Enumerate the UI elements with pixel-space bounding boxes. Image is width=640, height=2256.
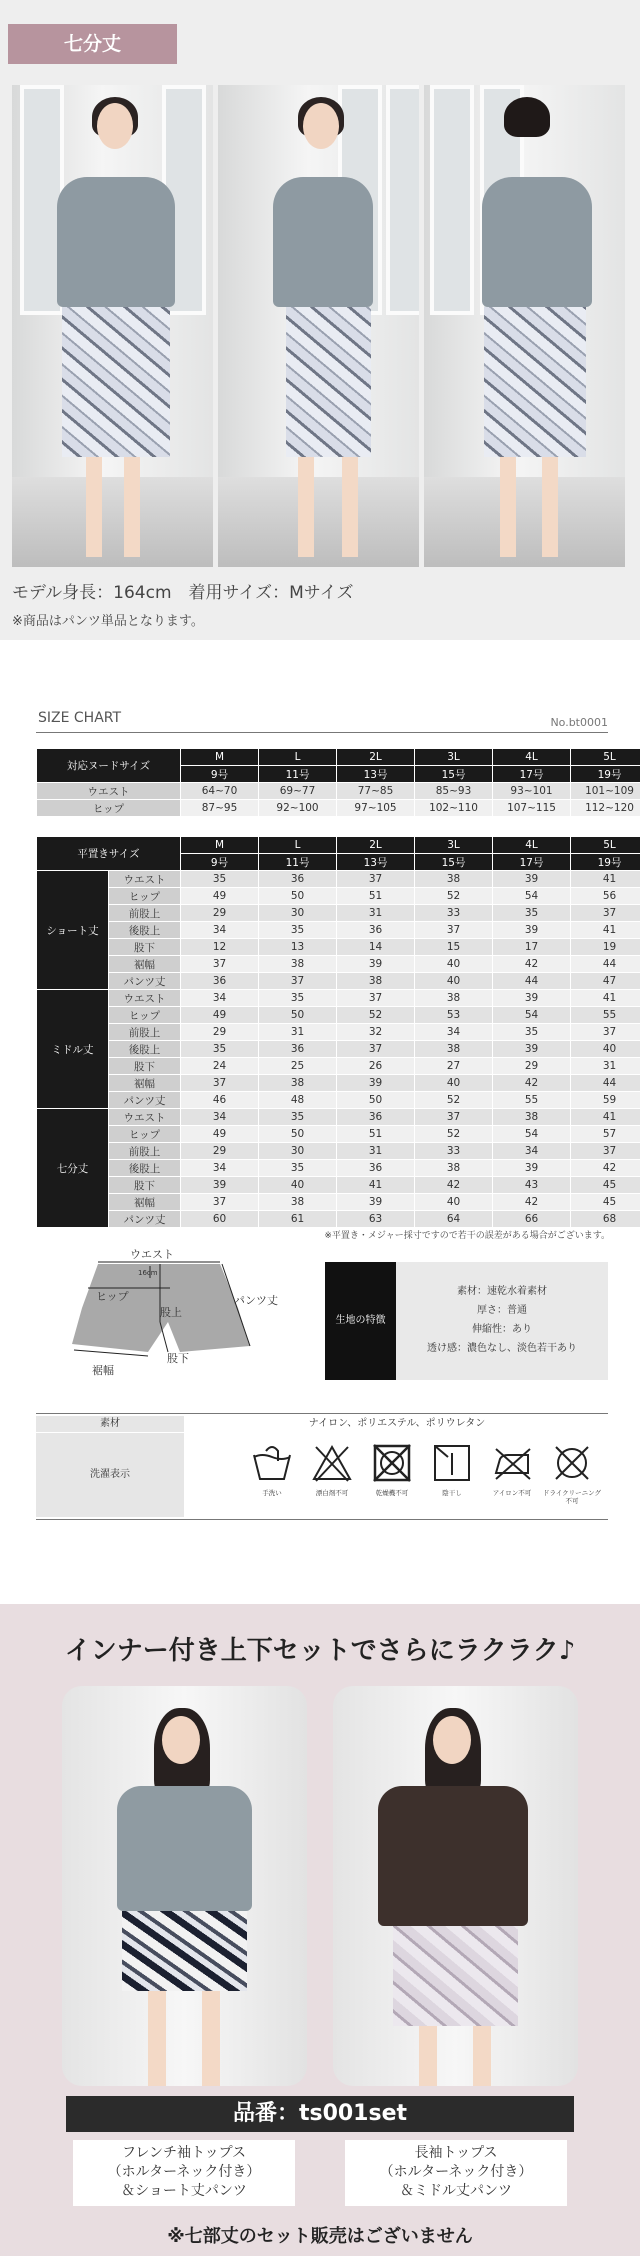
table-cell: 49 (181, 1007, 259, 1024)
size-chart-number: No.bt0001 (550, 716, 608, 729)
table-cell: 15 (415, 939, 493, 956)
table-row (37, 783, 640, 800)
diagram-hem-label: 裾幅 (92, 1364, 114, 1377)
table-cell: 68 (571, 1211, 640, 1228)
table-cell: 12 (181, 939, 259, 956)
table-cell: 36 (181, 973, 259, 990)
gou-header: 17号 (493, 854, 571, 871)
table-cell: 17 (493, 939, 571, 956)
set-option-short: フレンチ袖トップス （ホルターネック付き） ＆ショート丈パンツ (73, 2140, 295, 2206)
table-row (37, 1075, 640, 1092)
table-row (37, 973, 640, 990)
fabric-feature-label: 生地の特徴 (325, 1262, 396, 1380)
table-cell: 41 (571, 871, 640, 888)
table-cell: 50 (259, 1007, 337, 1024)
table-cell: 37 (415, 922, 493, 939)
table-cell: 14 (337, 939, 415, 956)
gou-header: 19号 (571, 854, 640, 871)
table-cell: 54 (493, 888, 571, 905)
gou-header: 15号 (415, 766, 493, 783)
product-note: ※商品はパンツ単品となります。 (12, 614, 204, 629)
table-cell: 52 (337, 1007, 415, 1024)
wash-icon-text: アイロン不可 (492, 1489, 532, 1497)
table-cell: 87~95 (181, 800, 259, 817)
table-cell: 56 (571, 888, 640, 905)
table-row (37, 888, 640, 905)
size-header: 4L (493, 837, 571, 854)
table-cell: 34 (493, 1143, 571, 1160)
table-row (37, 1109, 640, 1126)
row-label: 前股上 (109, 1143, 181, 1160)
table-cell: 35 (181, 871, 259, 888)
material-label: 素材 (36, 1416, 184, 1432)
table-cell: 48 (259, 1092, 337, 1109)
group-label: 七分丈 (37, 1109, 109, 1228)
wash-icon-text: 陰干し (442, 1489, 462, 1497)
size-header: L (259, 837, 337, 854)
table-cell: 37 (181, 1075, 259, 1092)
table-cell: 36 (259, 1041, 337, 1058)
table-cell: 41 (571, 990, 640, 1007)
size-header: 3L (415, 837, 493, 854)
table-row (37, 1160, 640, 1177)
row-label: 前股上 (109, 905, 181, 922)
gou-header: 11号 (259, 766, 337, 783)
table-cell: 51 (337, 888, 415, 905)
table-cell: 29 (493, 1058, 571, 1075)
table-cell: 29 (181, 1024, 259, 1041)
nude-size-table (36, 748, 640, 817)
size-header: 5L (571, 837, 640, 854)
wash-icon-text: 手洗い (262, 1489, 282, 1497)
fabric-feature-line: 伸縮性：あり (472, 1324, 532, 1335)
diagram-scale-label: 16cm (138, 1269, 158, 1277)
promo-heading: インナー付き上下セットでさらにラクラク♪ (64, 1636, 576, 1666)
table-cell: 35 (493, 905, 571, 922)
table-cell: 52 (415, 888, 493, 905)
fabric-feature-line: 素材：速乾水着素材 (457, 1286, 547, 1297)
table-row (37, 1211, 640, 1228)
row-label: 後股上 (109, 1160, 181, 1177)
table-cell: 59 (571, 1092, 640, 1109)
diagram-rise-label: 股上 (160, 1306, 182, 1319)
row-label: ヒップ (109, 1007, 181, 1024)
table-cell: 39 (493, 871, 571, 888)
table-cell: 34 (415, 1024, 493, 1041)
table-row (37, 922, 640, 939)
nude-size-header: 対応ヌードサイズ (37, 749, 181, 783)
table-cell: 45 (571, 1177, 640, 1194)
table-row (37, 1041, 640, 1058)
table-cell: 29 (181, 1143, 259, 1160)
table-cell: 31 (337, 1143, 415, 1160)
table-row (37, 1058, 640, 1075)
table-cell: 42 (415, 1177, 493, 1194)
group-label: ミドル丈 (37, 990, 109, 1109)
table-cell: 53 (415, 1007, 493, 1024)
table-cell: 34 (181, 990, 259, 1007)
table-cell: 24 (181, 1058, 259, 1075)
table-cell: 43 (493, 1177, 571, 1194)
table-cell: 52 (415, 1092, 493, 1109)
gou-header: 13号 (337, 766, 415, 783)
table-cell: 39 (493, 990, 571, 1007)
table-cell: 39 (181, 1177, 259, 1194)
table-cell: 36 (259, 871, 337, 888)
table-row (37, 1092, 640, 1109)
table-cell: 52 (415, 1126, 493, 1143)
table-cell: 49 (181, 888, 259, 905)
table-cell: 39 (337, 956, 415, 973)
table-cell: 39 (337, 1075, 415, 1092)
table-cell: 44 (493, 973, 571, 990)
flat-size-table (36, 836, 640, 1228)
table-cell: 37 (571, 1024, 640, 1041)
row-label: 股下 (109, 1058, 181, 1075)
row-label: パンツ丈 (109, 1211, 181, 1228)
wash-icon-text: 乾燥機不可 (375, 1489, 409, 1497)
size-header: M (181, 749, 259, 766)
table-cell: 93~101 (493, 783, 571, 800)
table-cell: 37 (337, 871, 415, 888)
diagram-hip-label: ヒップ (96, 1290, 129, 1303)
row-label: パンツ丈 (109, 973, 181, 990)
table-cell: 40 (415, 1194, 493, 1211)
set-photo-middle (333, 1686, 578, 2086)
table-cell: 34 (181, 1160, 259, 1177)
gou-header: 13号 (337, 854, 415, 871)
table-row (37, 871, 640, 888)
table-row (37, 1177, 640, 1194)
table-cell: 63 (337, 1211, 415, 1228)
table-cell: 36 (337, 1109, 415, 1126)
table-cell: 51 (337, 1126, 415, 1143)
set-photo-short (62, 1686, 307, 2086)
table-cell: 32 (337, 1024, 415, 1041)
model-photo-back (424, 85, 625, 567)
table-cell: 42 (493, 1075, 571, 1092)
diagram-waist-label: ウエスト (130, 1248, 174, 1261)
row-label: 股下 (109, 939, 181, 956)
measure-note: ※平置き・メジャー採寸ですので若干の誤差がある場合がございます。 (324, 1231, 610, 1241)
row-label: 裾幅 (109, 1194, 181, 1211)
table-cell: 30 (259, 1143, 337, 1160)
table-cell: 41 (571, 922, 640, 939)
table-row (37, 939, 640, 956)
set-option-middle: 長袖トップス （ホルターネック付き） ＆ミドル丈パンツ (345, 2140, 567, 2206)
table-cell: 26 (337, 1058, 415, 1075)
model-photo-front (12, 85, 213, 567)
diagram-inseam-label: 股下 (167, 1352, 189, 1365)
pants-diagram (60, 1242, 320, 1372)
table-cell: 38 (415, 871, 493, 888)
table-row (37, 1194, 640, 1211)
no-bleach-icon (302, 1441, 362, 1497)
table-cell: 37 (337, 990, 415, 1007)
material-value: ナイロン、ポリエステル、ポリウレタン (308, 1418, 486, 1429)
table-cell: 31 (259, 1024, 337, 1041)
table-cell: 38 (259, 956, 337, 973)
wash-icon-text: 漂白剤不可 (315, 1489, 349, 1497)
gou-header: 19号 (571, 766, 640, 783)
table-row (37, 990, 640, 1007)
table-cell: 37 (415, 1109, 493, 1126)
table-cell: 41 (571, 1109, 640, 1126)
table-cell: 50 (259, 1126, 337, 1143)
size-chart-title: SIZE CHART (38, 710, 122, 726)
table-cell: 61 (259, 1211, 337, 1228)
table-cell: 39 (493, 922, 571, 939)
group-label: ショート丈 (37, 871, 109, 990)
table-cell: 45 (571, 1194, 640, 1211)
table-cell: 30 (259, 905, 337, 922)
table-cell: 107~115 (493, 800, 571, 817)
size-header: 5L (571, 749, 640, 766)
size-header: 4L (493, 749, 571, 766)
wash-label: 洗濯表示 (36, 1433, 184, 1517)
table-cell: 97~105 (337, 800, 415, 817)
table-cell: 50 (259, 888, 337, 905)
gou-header: 15号 (415, 854, 493, 871)
size-header: 3L (415, 749, 493, 766)
row-label: ヒップ (37, 800, 181, 817)
table-cell: 47 (571, 973, 640, 990)
table-cell: 77~85 (337, 783, 415, 800)
row-label: ウエスト (109, 871, 181, 888)
table-cell: 38 (493, 1109, 571, 1126)
no-tumble-dry-icon (362, 1441, 422, 1497)
table-cell: 31 (337, 905, 415, 922)
table-row (37, 749, 640, 766)
table-cell: 55 (571, 1007, 640, 1024)
divider (36, 1413, 608, 1414)
gou-header: 11号 (259, 854, 337, 871)
table-cell: 33 (415, 1143, 493, 1160)
table-cell: 38 (337, 973, 415, 990)
table-cell: 41 (337, 1177, 415, 1194)
table-cell: 49 (181, 1126, 259, 1143)
promo-footer-note: ※七部丈のセット販売はございません (167, 2226, 473, 2247)
fabric-feature-line: 透け感：濃色なし、淡色若干あり (427, 1343, 577, 1354)
table-cell: 13 (259, 939, 337, 956)
table-cell: 64 (415, 1211, 493, 1228)
table-cell: 35 (259, 922, 337, 939)
no-dry-clean-icon (542, 1441, 602, 1505)
row-label: ヒップ (109, 888, 181, 905)
table-cell: 37 (181, 1194, 259, 1211)
table-cell: 37 (571, 905, 640, 922)
diagram-length-label: パンツ丈 (234, 1294, 278, 1307)
row-label: ウエスト (37, 783, 181, 800)
gou-header: 9号 (181, 766, 259, 783)
table-cell: 38 (259, 1075, 337, 1092)
table-cell: 40 (415, 1075, 493, 1092)
table-cell: 39 (337, 1194, 415, 1211)
wash-instructions (36, 1433, 608, 1517)
table-cell: 112~120 (571, 800, 640, 817)
table-row (37, 800, 640, 817)
table-cell: 34 (181, 922, 259, 939)
table-cell: 29 (181, 905, 259, 922)
table-cell: 34 (181, 1109, 259, 1126)
table-cell: 54 (493, 1126, 571, 1143)
size-header: M (181, 837, 259, 854)
table-cell: 42 (571, 1160, 640, 1177)
table-cell: 40 (415, 956, 493, 973)
table-cell: 35 (181, 1041, 259, 1058)
table-cell: 37 (571, 1143, 640, 1160)
table-cell: 50 (337, 1092, 415, 1109)
table-cell: 35 (259, 990, 337, 1007)
row-label: 裾幅 (109, 1075, 181, 1092)
table-row (37, 1143, 640, 1160)
table-cell: 42 (493, 956, 571, 973)
size-header: 2L (337, 749, 415, 766)
fabric-feature-line: 厚さ：普通 (477, 1305, 527, 1316)
row-label: パンツ丈 (109, 1092, 181, 1109)
fabric-feature-list (396, 1262, 608, 1380)
table-row (37, 1126, 640, 1143)
table-cell: 36 (337, 1160, 415, 1177)
row-label: ウエスト (109, 1109, 181, 1126)
table-cell: 36 (337, 922, 415, 939)
gou-header: 9号 (181, 854, 259, 871)
size-header: 2L (337, 837, 415, 854)
row-label: ウエスト (109, 990, 181, 1007)
row-label: 前股上 (109, 1024, 181, 1041)
table-cell: 40 (571, 1041, 640, 1058)
table-cell: 38 (259, 1194, 337, 1211)
table-cell: 55 (493, 1092, 571, 1109)
row-label: ヒップ (109, 1126, 181, 1143)
flat-size-header: 平置きサイズ (37, 837, 181, 871)
table-cell: 60 (181, 1211, 259, 1228)
gou-header: 17号 (493, 766, 571, 783)
table-cell: 54 (493, 1007, 571, 1024)
table-cell: 64~70 (181, 783, 259, 800)
table-cell: 37 (259, 973, 337, 990)
table-cell: 57 (571, 1126, 640, 1143)
table-cell: 40 (259, 1177, 337, 1194)
divider (36, 1519, 608, 1520)
table-row (37, 1007, 640, 1024)
row-label: 裾幅 (109, 956, 181, 973)
length-tag: 七分丈 (8, 24, 177, 64)
product-code: 品番：ts001set (66, 2096, 574, 2132)
hang-dry-icon (422, 1441, 482, 1497)
table-cell: 69~77 (259, 783, 337, 800)
table-row (37, 905, 640, 922)
table-cell: 101~109 (571, 783, 640, 800)
model-caption: モデル身長：164cm 着用サイズ：Mサイズ (12, 583, 354, 603)
table-cell: 35 (259, 1160, 337, 1177)
table-cell: 39 (493, 1041, 571, 1058)
table-cell: 92~100 (259, 800, 337, 817)
table-row (37, 956, 640, 973)
table-cell: 44 (571, 1075, 640, 1092)
table-row (37, 1024, 640, 1041)
row-label: 股下 (109, 1177, 181, 1194)
table-cell: 37 (337, 1041, 415, 1058)
table-cell: 46 (181, 1092, 259, 1109)
no-iron-icon (482, 1441, 542, 1497)
size-header: L (259, 749, 337, 766)
table-cell: 40 (415, 973, 493, 990)
table-cell: 27 (415, 1058, 493, 1075)
table-cell: 19 (571, 939, 640, 956)
table-cell: 42 (493, 1194, 571, 1211)
row-label: 後股上 (109, 1041, 181, 1058)
hand-wash-icon (242, 1441, 302, 1497)
table-row (37, 837, 640, 854)
table-cell: 35 (259, 1109, 337, 1126)
table-cell: 35 (493, 1024, 571, 1041)
material-row (36, 1416, 608, 1432)
table-cell: 37 (181, 956, 259, 973)
table-cell: 38 (415, 1041, 493, 1058)
table-cell: 102~110 (415, 800, 493, 817)
table-cell: 25 (259, 1058, 337, 1075)
table-cell: 66 (493, 1211, 571, 1228)
model-photo-side (218, 85, 419, 567)
table-cell: 44 (571, 956, 640, 973)
table-cell: 33 (415, 905, 493, 922)
table-cell: 85~93 (415, 783, 493, 800)
table-cell: 38 (415, 990, 493, 1007)
table-cell: 31 (571, 1058, 640, 1075)
wash-icon-text: ドライクリーニング不可 (542, 1489, 602, 1505)
divider (36, 732, 608, 733)
table-cell: 38 (415, 1160, 493, 1177)
table-cell: 39 (493, 1160, 571, 1177)
row-label: 後股上 (109, 922, 181, 939)
